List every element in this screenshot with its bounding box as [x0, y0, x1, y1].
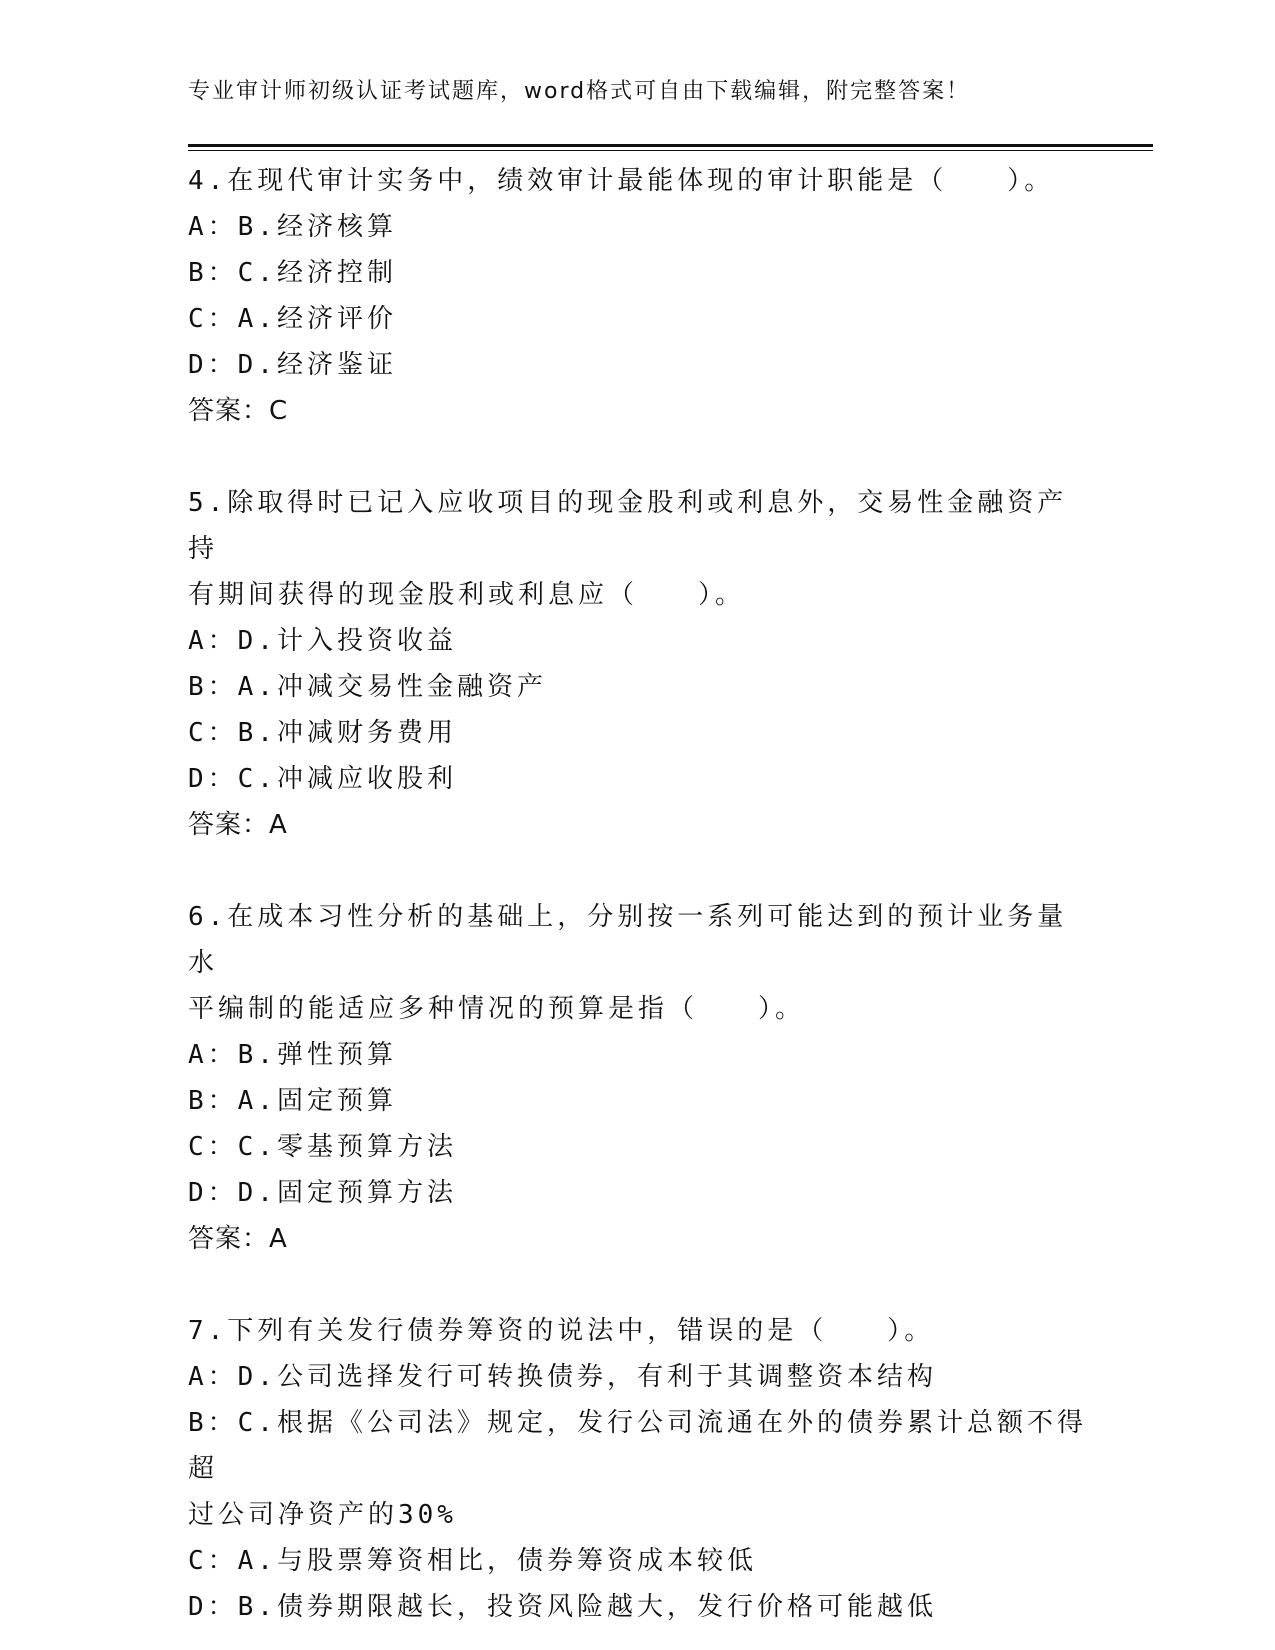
option-a: A：B.弹性预算 [188, 1040, 397, 1070]
option-b: B：C.经济控制 [188, 258, 397, 288]
header-rule-thick [188, 144, 1153, 147]
option-a: A：D.计入投资收益 [188, 626, 457, 656]
option-c: C：B.冲减财务费用 [188, 718, 457, 748]
page-header: 专业审计师初级认证考试题库，word格式可自由下载编辑，附完整答案！ [188, 79, 971, 104]
question-stem-line-2: 平编制的能适应多种情况的预算是指（ ）。 [188, 994, 806, 1024]
question-stem: 7.下列有关发行债券筹资的说法中，错误的是（ ）。 [188, 1316, 935, 1346]
option-c: C：A.与股票筹资相比，债券筹资成本较低 [188, 1546, 757, 1576]
question-stem: 4.在现代审计实务中，绩效审计最能体现的审计职能是（ ）。 [188, 166, 1055, 196]
question-4 [188, 158, 1088, 434]
option-b-line-1: B：C.根据《公司法》规定，发行公司流通在外的债券累计总额不得超 [188, 1408, 1087, 1484]
question-6 [188, 894, 1088, 1262]
option-c: C：A.经济评价 [188, 304, 397, 334]
option-d: D：B.债券期限越长，投资风险越大，发行价格可能越低 [188, 1592, 937, 1622]
option-a: A：D.公司选择发行可转换债券，有利于其调整资本结构 [188, 1362, 937, 1392]
question-5 [188, 480, 1088, 848]
option-b: B：A.冲减交易性金融资产 [188, 672, 547, 702]
answer: 答案：A [188, 1224, 288, 1254]
answer: 答案：C [188, 396, 289, 426]
option-b: B：A.固定预算 [188, 1086, 397, 1116]
option-a: A：B.经济核算 [188, 212, 397, 242]
option-d: D：D.经济鉴证 [188, 350, 397, 380]
question-stem-line-1: 5.除取得时已记入应收项目的现金股利或利息外，交易性金融资产持 [188, 488, 1068, 564]
option-d: D：D.固定预算方法 [188, 1178, 457, 1208]
header-rule-thin [188, 150, 1153, 151]
answer: 答案：A [188, 810, 288, 840]
option-b-line-2: 过公司净资产的30% [188, 1500, 457, 1530]
question-list [188, 158, 1088, 1630]
option-c: C：C.零基预算方法 [188, 1132, 457, 1162]
question-7 [188, 1308, 1088, 1630]
option-d: D：C.冲减应收股利 [188, 764, 457, 794]
question-stem-line-2: 有期间获得的现金股利或利息应（ ）。 [188, 580, 746, 610]
question-stem-line-1: 6.在成本习性分析的基础上，分别按一系列可能达到的预计业务量水 [188, 902, 1068, 978]
